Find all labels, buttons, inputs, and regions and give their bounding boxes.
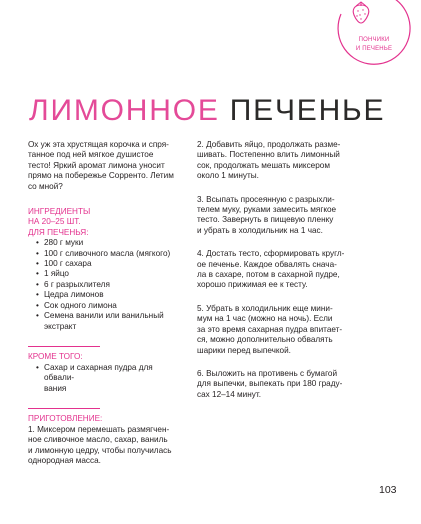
ingredient-item: • Семена ванили или ванильный [36,311,180,321]
ingredient-item: • 100 г сливочного масла (мягкого) [36,249,180,259]
recipe-title [29,94,385,128]
prep-step-5 [197,304,367,356]
intro-line: тесто! Яркий аромат лимона уносит [28,160,165,170]
title-part2: ПЕЧЕНЬЕ [229,94,386,127]
title-part1: ЛИМОННОЕ [29,94,220,127]
ingredients-list [28,238,180,321]
step-line: за это время сахарная пудра впитает- [197,324,343,334]
extra-item: • Сахар и сахарная пудра для обвали- [36,363,180,384]
ingredient-item: • 6 г разрыхлителя [36,280,180,290]
ingredients-header [28,207,180,238]
ingredient-item-continued: экстракт [44,321,77,331]
step-line: 1. Миксером перемешать размягчен- [28,424,170,434]
extra-list [28,363,180,384]
extra-heading: КРОМЕ ТОГО: [28,352,83,362]
step-line: однородная масса. [28,455,101,465]
step-line: сок, продолжать мешать миксером [197,160,330,170]
ingredient-item: • 100 г сахара [36,259,180,269]
prep-step-4 [197,249,367,291]
step-line: ное сливочное масло, сахар, ваниль [28,435,168,445]
step-line: тесто. Завернуть в пищевую пленку [197,215,334,225]
strawberry-icon [350,0,372,24]
right-column [197,140,367,413]
prep-step-1 [28,425,180,467]
extra-item-continued: вания [44,383,67,393]
left-column [28,140,180,466]
prep-step-6 [197,369,367,400]
step-line: 4. Достать тесто, сформировать кругл- [197,249,345,259]
step-line: телем муку, руками замесить мягкое [197,205,337,215]
ingredients-yield: НА 20–25 ШТ. [28,217,81,227]
step-line: хорошо прижимая ее к тесту. [197,280,308,290]
step-line: и убрать в холодильник на 1 час. [197,225,323,235]
step-line: ла в сахаре, потом в сахарной пудре, [197,270,340,280]
prep-divider [28,408,100,409]
ingredient-item: • 280 г муки [36,238,180,248]
step-line: около 1 минуты. [197,171,259,181]
prep-step-2 [197,140,367,182]
step-line: ся, можно дополнительно обвалять [197,335,333,345]
intro-text [28,140,180,192]
extra-divider [28,346,100,347]
page-number: 103 [379,484,397,496]
step-line: для выпечки, выпекать при 180 граду- [197,379,343,389]
step-line: сах 12–14 минут. [197,389,261,399]
ingredient-item: • Цедра лимонов [36,290,180,300]
step-line: 5. Убрать в холодильник еще мини- [197,303,333,313]
section-label-line2: И ПЕЧЕНЬЕ [355,46,393,52]
intro-line: танное под ней мягкое душистое [28,150,154,160]
intro-line: Ох уж эта хрустящая корочка и спря- [28,140,169,149]
section-label [346,36,402,54]
step-line: мум на 1 час (можно на ночь). Если [197,314,333,324]
step-line: шивать. Постепенно влить лимонный [197,150,340,160]
step-line: 3. Всыпать просеянную с разрыхли- [197,194,335,204]
intro-line: прямо на побережье Сорренто. Летим [28,171,174,181]
step-line: 2. Добавить яйцо, продолжать разме- [197,140,341,149]
step-line: 6. Выложить на противень с бумагой [197,368,338,378]
ingredients-heading: ИНГРЕДИЕНТЫ [28,207,91,217]
intro-line: со мной? [28,181,63,191]
prep-step-3 [197,195,367,237]
prep-heading: ПРИГОТОВЛЕНИЕ: [28,414,103,424]
ingredient-item: • 1 яйцо [36,269,180,279]
ingredient-item: • Сок одного лимона [36,301,180,311]
section-label-line1: ПОНЧИКИ [358,37,390,43]
step-line: и лимонную цедру, чтобы получилась [28,445,172,455]
step-line: шарики перед выпечкой. [197,345,291,355]
step-line: ое печенье. Каждое обвалять снача- [197,259,337,269]
ingredients-subheading: ДЛЯ ПЕЧЕНЬЯ: [28,227,89,237]
